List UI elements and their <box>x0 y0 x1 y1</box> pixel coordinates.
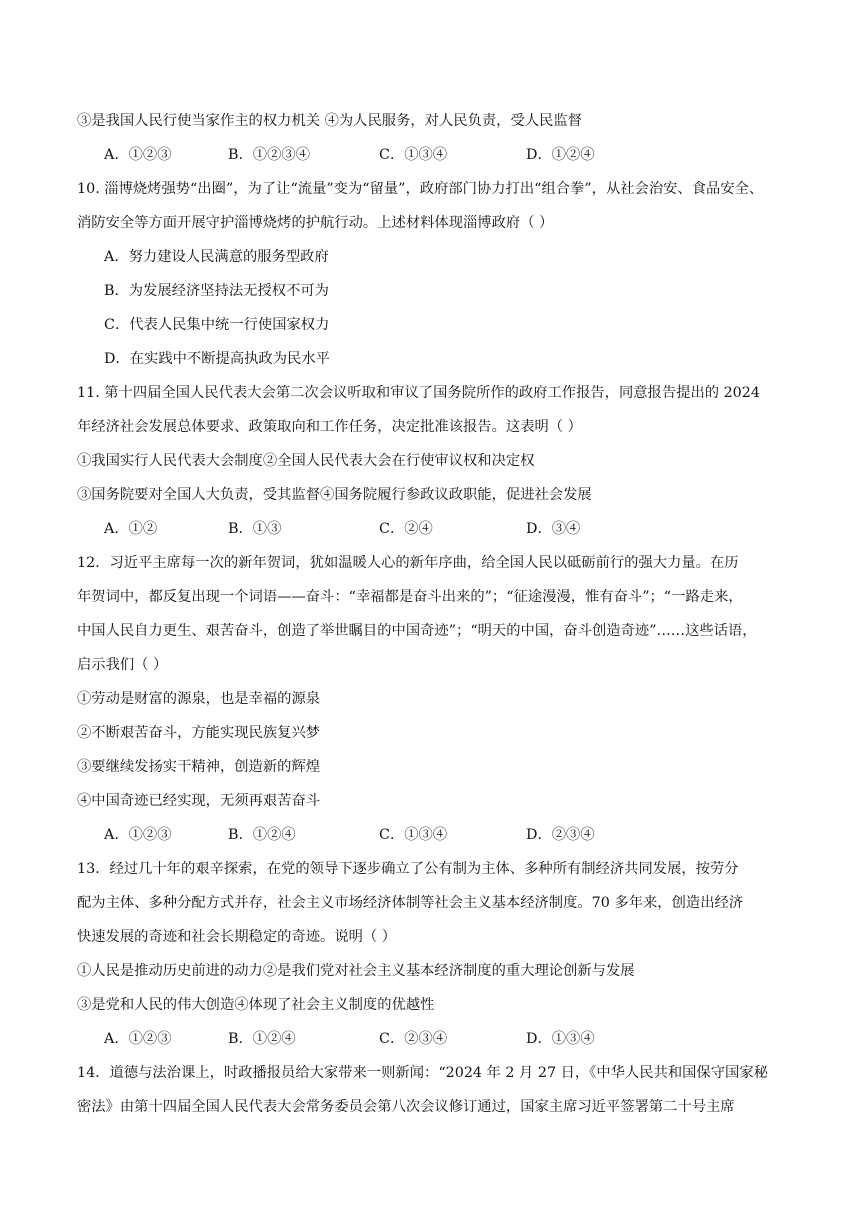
q12-option-d: D．②③④ <box>526 827 595 843</box>
q10-option-a: A．努力建设人民满意的服务型政府 <box>104 249 329 265</box>
q14-stem-line2: 密法》由第十四届全国人民代表大会常务委员会第八次会议修订通过，国家主席习近平签署第二十号主席 <box>77 1099 735 1115</box>
q9-option-c: C．①③④ <box>379 147 448 163</box>
q13-statements-3-4: ③是党和人民的伟大创造④体现了社会主义制度的优越性 <box>77 997 435 1013</box>
q13-option-d: D．①③④ <box>526 1031 595 1047</box>
q13-option-c: C．②③④ <box>379 1031 448 1047</box>
q12-stem-line1: 12．习近平主席每一次的新年贺词，犹如温暖人心的新年序曲，给全国人民以砥砺前行的强大力量。在历 <box>77 555 739 571</box>
q12-statement-4: ④中国奇迹已经实现，无须再艰苦奋斗 <box>77 793 321 809</box>
q12-statement-2: ②不断艰苦奋斗，方能实现民族复兴梦 <box>77 725 321 741</box>
q12-stem-line2: 年贺词中，都反复出现一个词语——奋斗：“幸福都是奋斗出来的”；“征途漫漫，惟有奋斗”；“一路走来， <box>77 589 743 605</box>
q9-option-a: A．①②③ <box>104 147 172 163</box>
q13-option-a: A．①②③ <box>104 1031 172 1047</box>
q9-statement-3-4: ③是我国人民行使当家作主的权力机关 ④为人民服务，对人民负责，受人民监督 <box>77 113 582 129</box>
q11-stem-line1: 11. 第十四届全国人民代表大会第二次会议听取和审议了国务院所作的政府工作报告，同意报告提出的 2024 <box>77 385 760 401</box>
q13-stem-line2: 配为主体、多种分配方式并存，社会主义市场经济体制等社会主义基本经济制度。70 多年来，创造出经济 <box>77 895 744 911</box>
q11-statements-3-4: ③国务院要对全国人大负责，受其监督④国务院履行参政议政职能，促进社会发展 <box>77 487 592 503</box>
q12-statement-1: ①劳动是财富的源泉，也是幸福的源泉 <box>77 691 321 707</box>
q11-option-d: D．③④ <box>526 521 581 537</box>
q13-statements-1-2: ①人民是推动历史前进的动力②是我们党对社会主义基本经济制度的重大理论创新与发展 <box>77 963 635 979</box>
q13-stem-line1: 13．经过几十年的艰辛探索，在党的领导下逐步确立了公有制为主体、多种所有制经济共同发展，按劳分 <box>77 861 739 877</box>
q10-option-d: D．在实践中不断提高执政为民水平 <box>104 351 330 367</box>
q12-stem-line3: 中国人民自力更生、艰苦奋斗，创造了举世瞩目的中国奇迹”；“明天的中国，奋斗创造奇迹”……这些话语， <box>77 623 757 639</box>
q10-option-b: B．为发展经济坚持法无授权不可为 <box>104 283 329 299</box>
q11-option-c: C．②④ <box>379 521 433 537</box>
q11-option-b: B．①③ <box>228 521 282 537</box>
q12-option-a: A．①②③ <box>104 827 172 843</box>
q14-stem-line1: 14．道德与法治课上，时政播报员给大家带来一则新闻：“2024 年 2 月 27 日，《中华人民共和国保守国家秘 <box>77 1065 768 1081</box>
q9-option-b: B．①②③④ <box>228 147 310 163</box>
q10-option-c: C．代表人民集中统一行使国家权力 <box>104 317 330 333</box>
q9-option-d: D．①②④ <box>526 147 595 163</box>
q13-option-b: B．①②④ <box>228 1031 296 1047</box>
q12-option-b: B．①②④ <box>228 827 296 843</box>
q12-stem-line4: 启示我们（ ） <box>77 657 168 673</box>
q11-statements-1-2: ①我国实行人民代表大会制度②全国人民代表大会在行使审议权和决定权 <box>77 453 535 469</box>
q13-stem-line3: 快速发展的奇迹和社会长期稳定的奇迹。说明（ ） <box>77 929 397 945</box>
q11-option-a: A．①② <box>104 521 158 537</box>
q11-stem-line2: 年经济社会发展总体要求、政策取向和工作任务，决定批准该报告。这表明（ ） <box>77 419 582 435</box>
q10-stem-line1: 10. 淄博烧烤强势“出圈”，为了让“流量”变为“留量”，政府部门协力打出“组合拳”，从社会治安、食品安全、 <box>77 181 764 197</box>
q12-option-c: C．①③④ <box>379 827 448 843</box>
q12-statement-3: ③要继续发扬实干精神，创造新的辉煌 <box>77 759 321 775</box>
q10-stem-line2: 消防安全等方面开展守护淄博烧烤的护航行动。上述材料体现淄博政府（ ） <box>77 215 554 231</box>
